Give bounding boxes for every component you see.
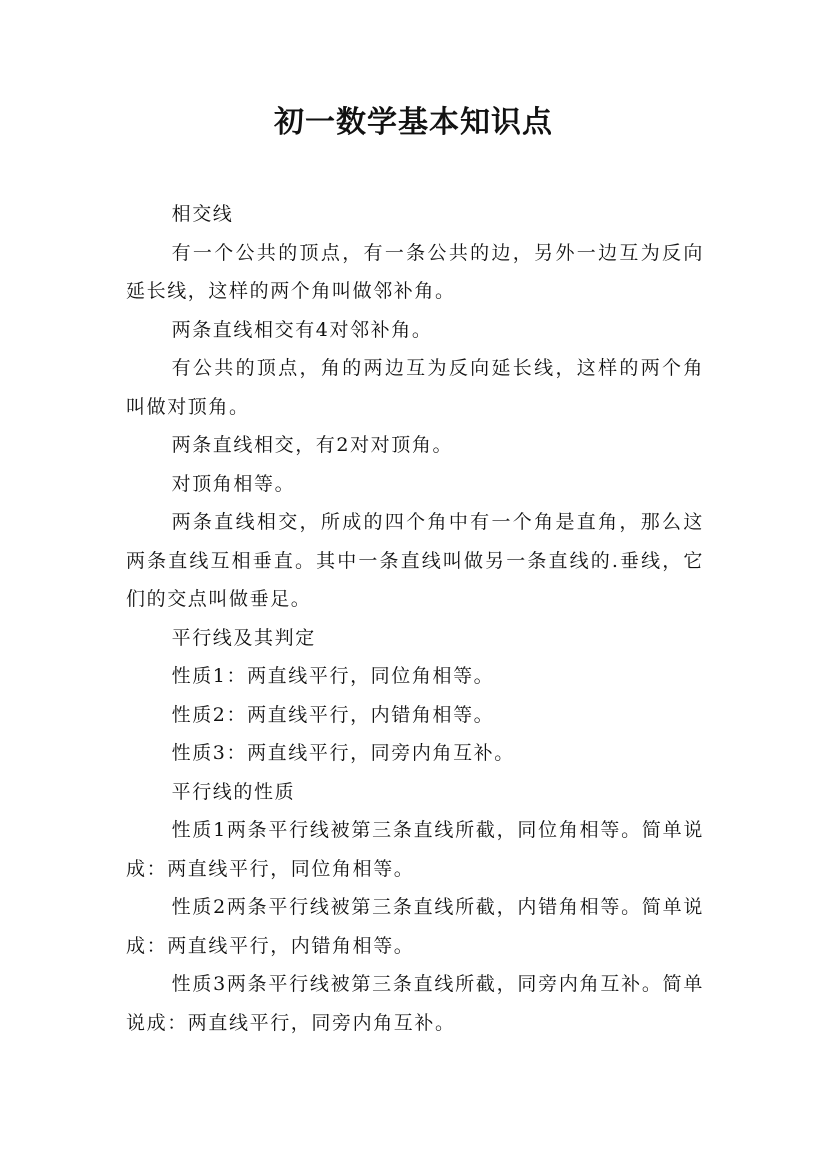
document-body (126, 195, 704, 1042)
paragraph-parallel-property-1: 性质1两条平行线被第三条直线所截，同位角相等。简单说成：两直线平行，同位角相等。 (126, 819, 704, 880)
paragraph-property-3: 性质3：两直线平行，同旁内角互补。 (171, 742, 515, 764)
section-heading-parallel-criteria: 平行线及其判定 (171, 626, 316, 649)
document-title: 初一数学基本知识点 (274, 105, 553, 140)
paragraph-perpendicular-definition: 两条直线相交，所成的四个角中有一个角是直角，那么这两条直线互相垂直。其中一条直线叫做另一条直线的.垂线，它们的交点叫做垂足。 (126, 511, 704, 610)
paragraph-vertical-angles-definition: 有公共的顶点，角的两边互为反向延长线，这样的两个角叫做对顶角。 (126, 357, 704, 418)
section-heading-parallel-properties: 平行线的性质 (171, 780, 296, 803)
paragraph-parallel-property-2: 性质2两条平行线被第三条直线所截，内错角相等。简单说成：两直线平行，内错角相等。 (126, 896, 704, 957)
paragraph-adjacent-supplementary-count: 两条直线相交有4对邻补角。 (171, 318, 433, 341)
paragraph-property-2: 性质2：两直线平行，内错角相等。 (171, 703, 495, 726)
paragraph-parallel-property-3: 性质3两条平行线被第三条直线所截，同旁内角互补。简单说成：两直线平行，同旁内角互补。 (126, 973, 704, 1034)
paragraph-vertical-angles-equal: 对顶角相等。 (171, 472, 296, 495)
paragraph-adjacent-supplementary-definition: 有一个公共的顶点，有一条公共的边，另外一边互为反向延长线，这样的两个角叫做邻补角。 (126, 241, 704, 302)
section-heading-intersecting-lines: 相交线 (171, 203, 234, 225)
paragraph-property-1: 性质1：两直线平行，同位角相等。 (171, 665, 495, 687)
paragraph-vertical-angles-count: 两条直线相交，有2对对顶角。 (171, 434, 454, 456)
